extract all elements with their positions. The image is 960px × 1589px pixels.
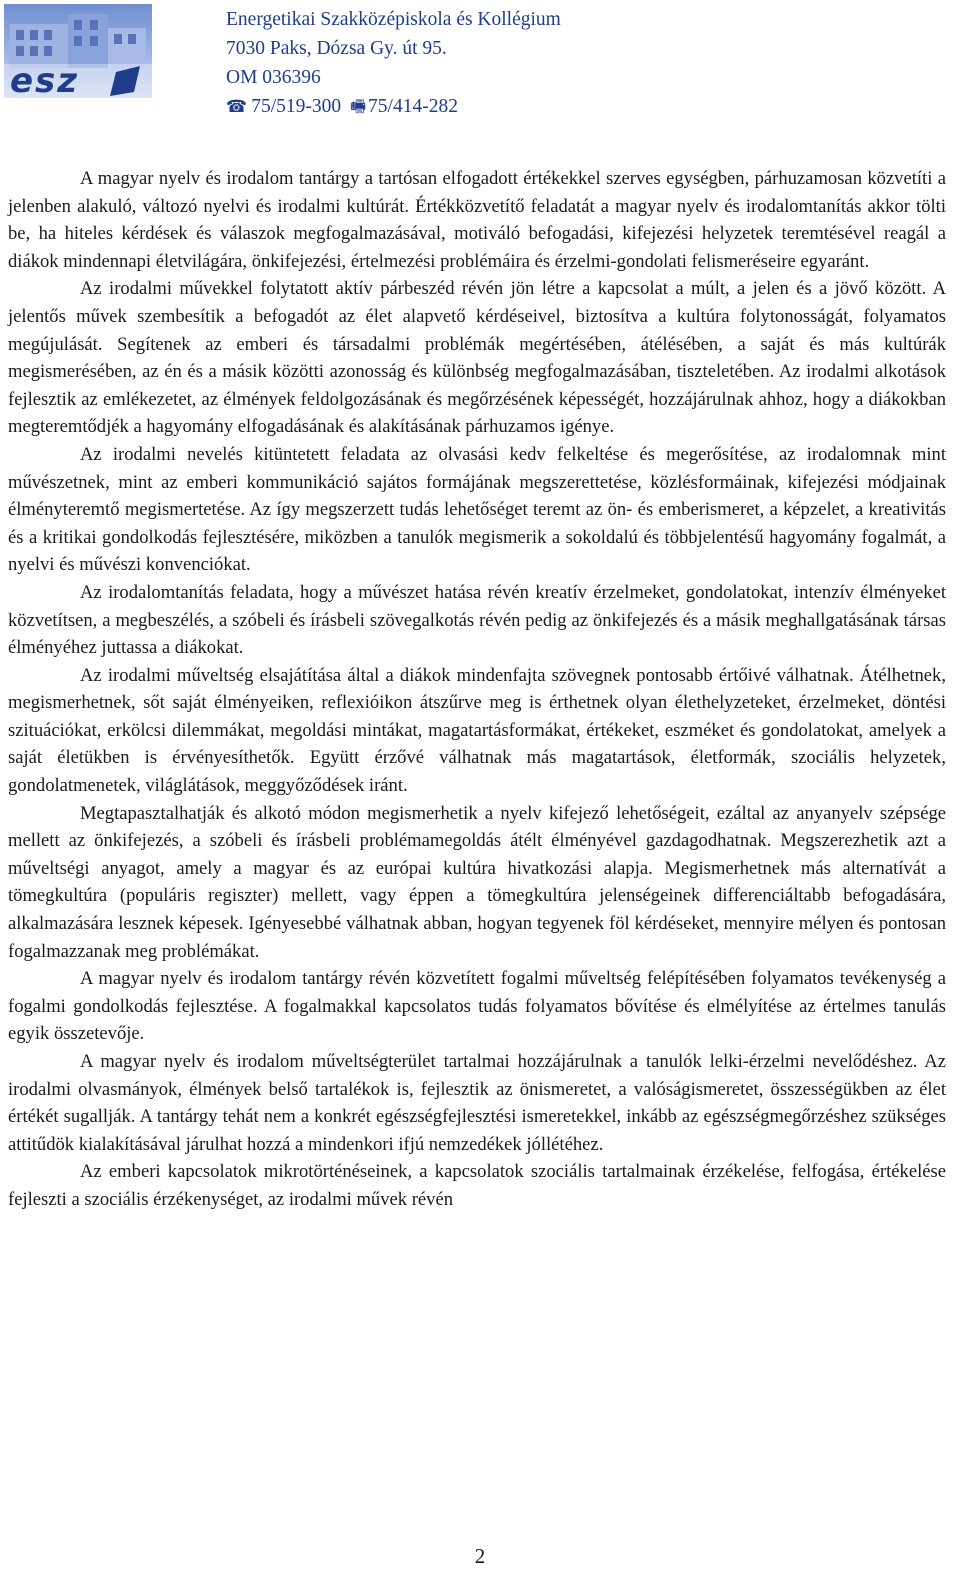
- paragraph: Az emberi kapcsolatok mikrotörténéseinek, a kapcsolatok szociális tartalmainak érzékelése, felfogása, értékelése fejleszti a szociális érzékenységet, az irodalmi művek révén: [8, 1161, 946, 1210]
- document-body: [8, 165, 946, 1214]
- paragraph: Az irodalmi művekkel folytatott aktív párbeszéd révén jön létre a kapcsolat a múlt, a jelen és a jövő között. A jelentős művek szembesítik a befogadót az élet alapvető kérdéseivel, biztosítva a kultúra folytonosságát, folyamatos megújulását. Segítenek az emberi és társadalmi problémák megértésében, átélésében, a saját és más kultúrák megismerésében, az én és a másik közötti azonosság és különbség megfogalmazásában, tiszteletében. Az irodalmi alkotások fejlesztik az emlékezetet, az élmények feldolgozásának és megőrzésének képességét, hozzájárulnak ahhoz, hogy a diákokban megteremtődjék a hagyomány elfogadásának és alakításának párhuzamos igénye.: [8, 278, 946, 438]
- paragraph: Az irodalmi nevelés kitüntetett feladata az olvasási kedv felkeltése és megerősítése, az irodalomnak mint művészetnek, mint az emberi kommunikáció sajátos formájának megszerettetése, közlésformáinak, kifejezési módjainak élményteremtő megismertetése. Az így megszerzett tudás lehetőséget teremt az ön- és emberismeret, a képzelet, a kreativitás és a kritikai gondolkodás fejlesztésére, miközben a tanulók megismerik a sokoldalú és többjelentésű hagyomány fogalmát, a nyelvi és művészi konvenciókat.: [8, 443, 946, 576]
- paragraph: A magyar nyelv és irodalom tantárgy révén közvetített fogalmi műveltség felépítésében folyamatos tevékenység a fogalmi gondolkodás fejlesztése. A fogalmakkal kapcsolatos tudás folyamatos bővítése és elmélyítése az értelmes tanulás egyik összetevője.: [8, 968, 946, 1045]
- phone-icon: ☎: [226, 97, 248, 117]
- school-name: Energetikai Szakközépiskola és Kollégium: [226, 9, 561, 30]
- paragraph: A magyar nyelv és irodalom műveltségterület tartalmai hozzájárulnak a tanulók lelki-érzelmi nevelődéshez. Az irodalmi olvasmányok, élmények belső tartalékok is, fejlesztik az önismeretet, a valóságismeretet, összességükben az élet értékét sugallják. A tantárgy tehát nem a konkrét egészségfejlesztési ismeretekkel, inkább az egészségmegőrzéshez szükséges attitűdök kialakításával járulhat hozzá a mindenkori ifjú nemzedékek jóllétéhez.: [8, 1051, 946, 1155]
- fax-number: 75/414-282: [368, 96, 458, 117]
- paragraph: Az irodalmi műveltség elsajátítása által a diákok mindenfajta szövegnek pontosabb értőivé válhatnak. Átélhetnek, megismerhetnek, sőt saját élményeiken, reflexióikon átszűrve meg is érthetnek olyan élethelyzeteket, érzelmeket, döntési szituációkat, erkölcsi dilemmákat, megoldási mintákat, magatartásformákat, értékeket, eszméket és gondolatokat, amelyek a saját életükben is érvényesíthetők. Együtt érzővé válhatnak más magatartások, életformák, szociális helyzetek, gondolatmenetek, világlátások, meggyőződések iránt.: [8, 664, 946, 797]
- paragraph: A magyar nyelv és irodalom tantárgy a tartósan elfogadott értékekkel szerves egységben, párhuzamosan közvetíti a jelenben alakuló, változó nyelvi és irodalmi kultúrát. Értékközvetítő feladatát a magyar nyelv és irodalomtanítás akkor tölti be, ha hiteles kérdések és válaszok megfogalmazásával, motiváló befogadási, kifejezési helyzetek teremtésével reagál a diákok mindennapi életvilágára, önkifejezési, értelmezési problémáira és érzelmi-gondolati felismeréseire egyaránt.: [8, 168, 946, 272]
- contact-line: [226, 92, 561, 122]
- school-logo: [4, 4, 152, 98]
- school-contact-block: [226, 5, 561, 122]
- paragraph: Az irodalomtanítás feladata, hogy a művészet hatása révén kreatív érzelmeket, gondolatokat, intenzív élményeket közvetítsen, a megbeszélés, a szóbeli és írásbeli szövegalkotás révén pedig az önkifejezés és a másik meghallgatásának társas élményéhez juttassa a diákokat.: [8, 581, 946, 659]
- school-address: 7030 Paks, Dózsa Gy. út 95.: [226, 38, 447, 59]
- logo-lettering: esz: [10, 61, 80, 98]
- page-number: 2: [474, 1544, 486, 1568]
- paragraph: Megtapasztalhatják és alkotó módon megismerhetik a nyelv kifejező lehetőségeit, ezáltal az anyanyelv szépsége mellett az önkifejezés, a szóbeli és írásbeli problémamegoldás átélt élményével gazdagodhatnak. Megszerezhetik azt a műveltségi anyagot, amely a magyar és az európai kultúra hivatkozási alapja. Megismerhetnek más alternatívát a tömegkultúra (populáris regiszter) mellett, vagy éppen a tömegkultúra jelenségeinek differenciáltabb befogadására, alkalmazására lesznek képesek. Igényesebbé válhatnak abban, hogyan tegyenek föl kérdéseket, mennyire mélyen és pontosan fogalmazzanak meg problémákat.: [8, 802, 946, 962]
- school-logo-image: [4, 4, 152, 98]
- phone-number: 75/519-300: [251, 96, 342, 117]
- letterhead: [0, 0, 960, 135]
- fax-icon: 🖷: [349, 97, 367, 117]
- om-identifier: OM 036396: [226, 67, 321, 88]
